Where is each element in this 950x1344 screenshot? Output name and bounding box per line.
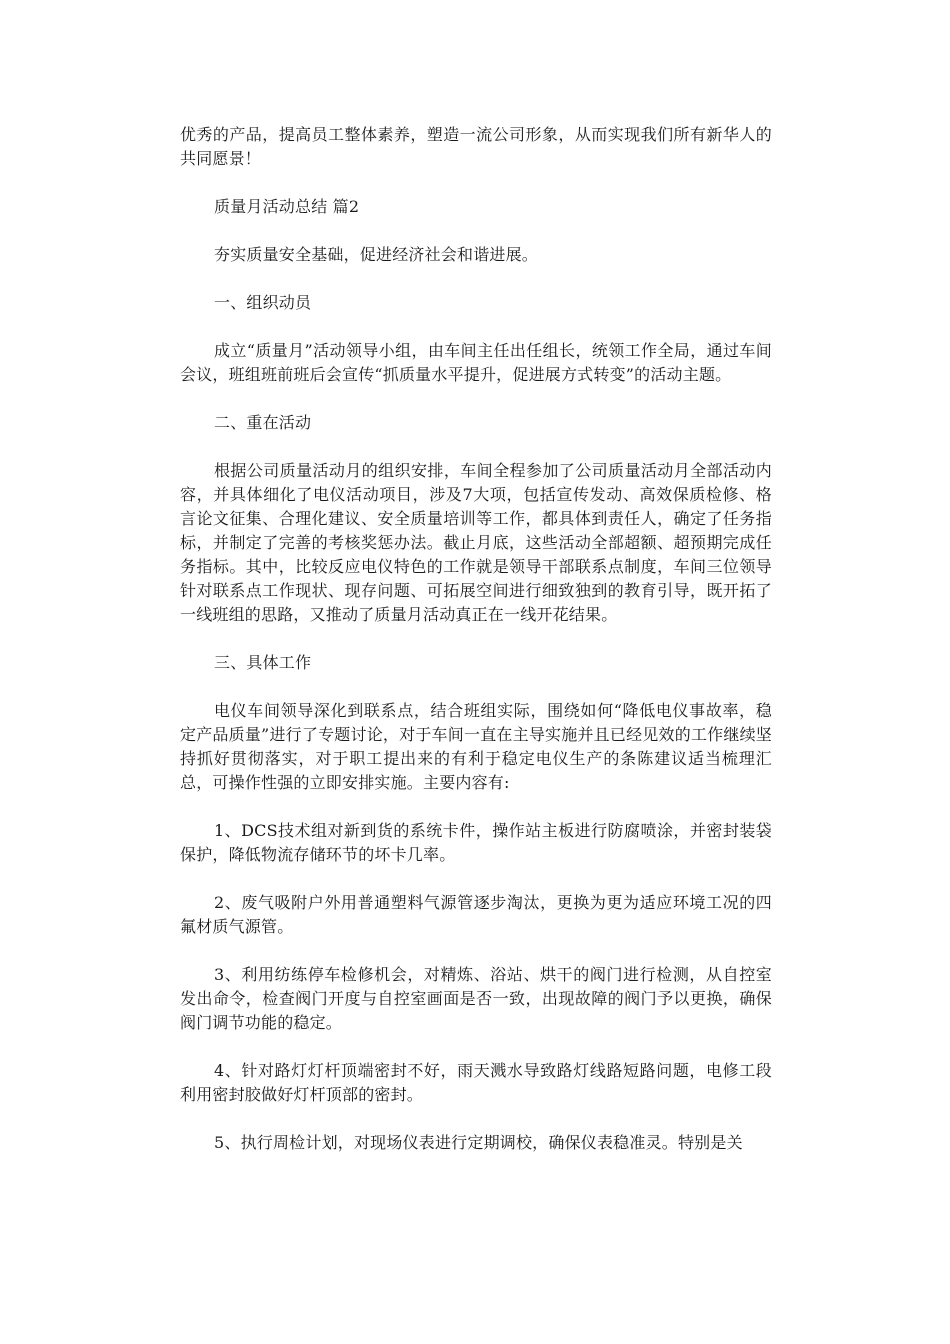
list-item-1: 1、DCS技术组对新到货的系统卡件，操作站主板进行防腐喷涂，并密封装袋保护，降低物流存储环节的坏卡几率。 [180, 821, 772, 864]
paragraph-organize: 成立“质量月”活动领导小组，由车间主任出任组长，统领工作全局，通过车间会议，班组班前班后会宣传“抓质量水平提升，促进展方式转变”的活动主题。 [180, 341, 772, 384]
paragraph-activities: 根据公司质量活动月的组织安排，车间全程参加了公司质量活动月全部活动内容，并具体细化了电仪活动项目，涉及7大项，包括宣传发动、高效保质检修、格言论文征集、合理化建议、安全质量培训等工作，都具体到责任人，确定了任务指标，并制定了完善的考核奖惩办法。截止月底，这些活动全部超额、超预期完成任务指标。其中，比较反应电仪特色的工作就是领导干部联系点制度，车间三位领导针对联系点工作现状、现存问题、可拓展空间进行细致独到的教育引导，既开拓了一线班组的思路，又推动了质量月活动真正在一线开花结果。 [180, 461, 772, 624]
theme-paragraph: 夯实质量安全基础，促进经济社会和谐进展。 [214, 245, 539, 264]
heading-activities: 二、重在活动 [214, 413, 312, 432]
section-title: 质量月活动总结 篇2 [214, 197, 360, 216]
heading-organize: 一、组织动员 [214, 293, 312, 312]
list-item-5: 5、执行周检计划，对现场仪表进行定期调校，确保仪表稳准灵。特别是关 [214, 1133, 743, 1152]
paragraph-specific-work: 电仪车间领导深化到联系点，结合班组实际，围绕如何“降低电仪事故率，稳定产品质量”进行了专题讨论，对于车间一直在主导实施并且已经见效的工作继续坚持抓好贯彻落实，对于职工提出来的有利于稳定电仪生产的条陈建议适当梳理汇总，可操作性强的立即安排实施。主要内容有: [180, 701, 772, 792]
list-item-3: 3、利用纺练停车检修机会，对精炼、浴站、烘干的阀门进行检测，从自控室发出命令，检查阀门开度与自控室画面是否一致，出现故障的阀门予以更换，确保阀门调节功能的稳定。 [180, 965, 772, 1032]
document-body [180, 123, 772, 1179]
list-item-4: 4、针对路灯灯杆顶端密封不好，雨天溅水导致路灯线路短路问题，电修工段利用密封胶做好灯杆顶部的密封。 [180, 1061, 772, 1104]
heading-specific-work: 三、具体工作 [214, 653, 312, 672]
list-item-2: 2、废气吸附户外用普通塑料气源管逐步淘汰，更换为更为适应环境工况的四氟材质气源管。 [180, 893, 772, 936]
intro-tail-paragraph: 优秀的产品，提高员工整体素养，塑造一流公司形象，从而实现我们所有新华人的共同愿景！ [180, 125, 772, 168]
